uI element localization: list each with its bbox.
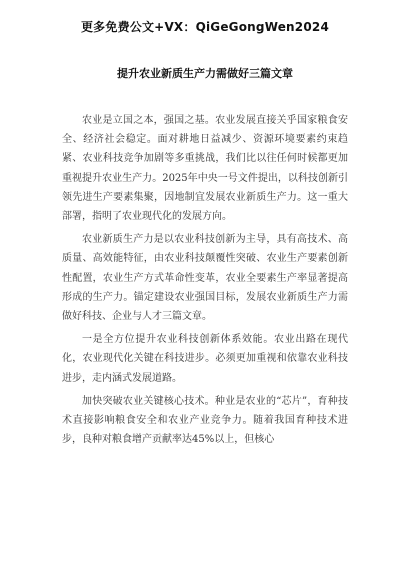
header-watermark: 更多免费公文+VX：QiGeGongWen2024 — [80, 20, 329, 34]
paragraph-2: 农业新质生产力是以农业科技创新为主导，具有高技术、高质量、高效能特征，由农业科技颠覆性突破、农业生产要素创新性配置，农业生产方式革命性变革，农业全要素生产率显著提高形成的生产力。锚定建设农业强国目标，发展农业新质生产力需做好科技、企业与人才三篇文章。 — [62, 234, 348, 323]
paragraph-4: 加快突破农业关键核心技术。种业是农业的“芯片”，育种技术直接影响粮食安全和农业产业竞争力。随着我国育种技术进步，良种对粮食增产贡献率达45%以上，但核心 — [62, 395, 348, 446]
document-title: 提升农业新质生产力需做好三篇文章 — [117, 67, 293, 80]
paragraph-3: 一是全方位提升农业科技创新体系效能。农业出路在现代化，农业现代化关键在科技进步。必须更加重视和依靠农业科技进步，走内涵式发展道路。 — [62, 334, 348, 384]
paragraph-1: 农业是立国之本，强国之基。农业发展直接关乎国家粮食安全、经济社会稳定。面对耕地日益减少、资源环境要素约束趋紧、农业科技竞争加剧等多重挑战，我们比以往任何时候都更加重视提升农业生产力。2025年中央一号文件提出，以科技创新引领先进生产要素集聚，因地制宜发展农业新质生产力。这一重大部署，指明了农业现代化的发展方向。 — [62, 115, 348, 223]
